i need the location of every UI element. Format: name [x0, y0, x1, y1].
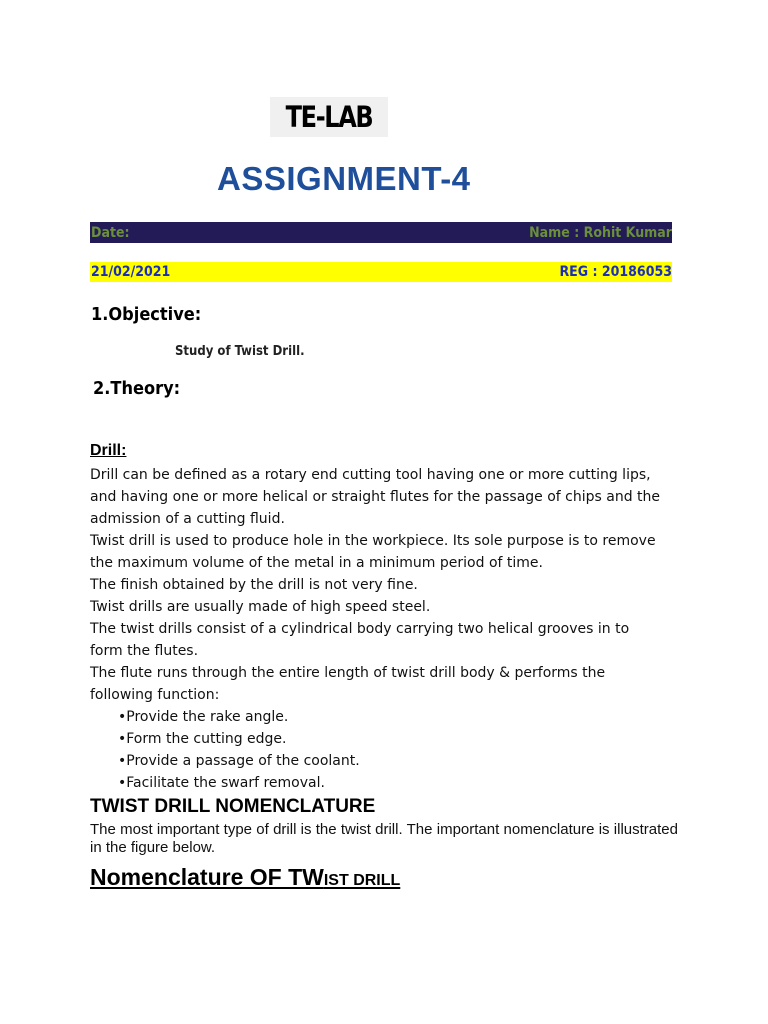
paragraph-line: The finish obtained by the drill is not very fine. — [90, 577, 418, 593]
bullet-item: •Form the cutting edge. — [118, 731, 287, 747]
paragraph-line: form the flutes. — [90, 643, 199, 659]
assignment-title: ASSIGNMENT-4 — [217, 160, 471, 197]
bullet-item: •Provide a passage of the coolant. — [118, 753, 360, 769]
theory-heading: 2.Theory: — [93, 378, 181, 399]
date-value: 21/02/2021 — [91, 264, 171, 280]
name-label: Name : Rohit Kumar — [529, 225, 672, 241]
objective-heading: 1.Objective: — [91, 304, 202, 325]
paragraph-line: The flute runs through the entire length of twist drill body & performs the — [90, 665, 606, 681]
reg-value: REG : 20186053 — [559, 264, 672, 280]
date-label: Date: — [91, 225, 130, 241]
bullet-item: •Facilitate the swarf removal. — [118, 775, 325, 791]
drill-heading: Drill: — [90, 442, 127, 459]
objective-text: Study of Twist Drill. — [175, 344, 305, 359]
paragraph-line: Twist drills are usually made of high speed steel. — [90, 599, 431, 615]
subheading-tail: IST DRILL — [323, 872, 401, 889]
nomenclature-heading: TWIST DRILL NOMENCLATURE — [90, 796, 376, 817]
paragraph-line: Twist drill is used to produce hole in the workpiece. Its sole purpose is to remove — [90, 533, 656, 549]
bullet-item: •Provide the rake angle. — [118, 709, 289, 725]
nomenclature-subheading — [90, 864, 400, 891]
paragraph-line: the maximum volume of the metal in a minimum period of time. — [90, 555, 543, 571]
paragraph-line: The twist drills consist of a cylindrical body carrying two helical grooves in to — [90, 621, 630, 637]
paragraph-line: following function: — [90, 687, 220, 703]
nomenclature-text: The most important type of drill is the twist drill. The important nomenclature is illustrated in the figure below. — [90, 821, 678, 856]
paragraph-line: admission of a cutting fluid. — [90, 511, 285, 527]
lab-title: TE-LAB — [285, 100, 373, 134]
drill-description — [90, 464, 680, 794]
subheading-main: Nomenclature OF TW — [90, 864, 324, 890]
paragraph-line: and having one or more helical or straight flutes for the passage of chips and the — [90, 489, 661, 505]
paragraph-line: Drill can be defined as a rotary end cutting tool having one or more cutting lips, — [90, 467, 651, 483]
